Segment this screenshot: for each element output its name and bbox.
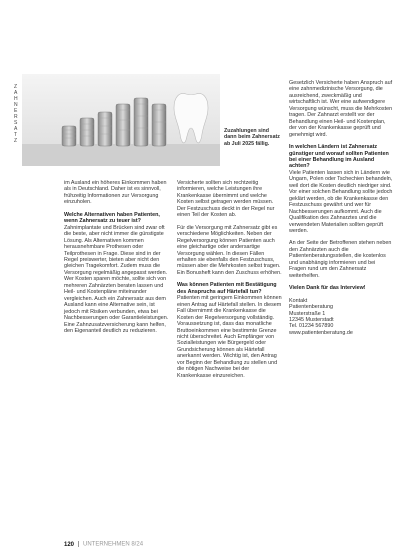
contact-line: Musterstraße 1 (289, 310, 326, 317)
question-heading: Welche Alternativen haben Patienten, wenn Zahnersatz zu teuer ist? (64, 211, 160, 225)
column-2 (177, 180, 283, 385)
column-3 (289, 80, 393, 336)
magazine-issue: UNTERNEHMEN 8/24 (83, 541, 144, 548)
paragraph: Patienten mit geringem Einkommen können einen Antrag auf Härtefall stellen. In diesem Fall übernimmt die Krankenkasse die Kosten der Regelversorgung vollständig. Voraussetzung ist, dass das monatliche Bruttoeinkommen eine bestimmte Grenze nicht überschreitet. Auch Empfänger von Sozialleistungen wie Bürgergeld oder Grundsicherung können als Härtefall anerkannt werden. Wichtig ist, den Antrag vor Beginn der Behandlung zu stellen und die nötigen Nachweise bei der Krankenkasse einzureichen. (177, 295, 282, 379)
paragraph: Zahnimplantate und Brücken sind zwar oft die beste, aber nicht immer die günstigste Lösung. Als Alternativen kommen herausnehmbare Prothesen oder Teilprothesen in Frage. Diese sind in der Regel preiswerter, bieten aber nicht den gleichen Tragekomfort. Zudem muss die Versorgung regelmäßig angepasst werden. Wer Kosten sparen möchte, sollte sich von mehreren Zahnärzten beraten lassen und Heil- und Kostenpläne miteinander vergleichen. Auch ein Zahnersatz aus dem Ausland kann eine Alternative sein, ist jedoch mit Risiken verbunden, etwa bei Nachbesserungen oder Garantieleistungen. Eine Zahnzusatzversicherung kann helfen, den Eigenanteil deutlich zu reduzieren. (64, 224, 169, 334)
closing-thanks: Vielen Dank für das Interview! (289, 285, 366, 292)
contact-line: Kontakt (289, 297, 308, 304)
question-heading: In welchen Ländern ist Zahnersatz günstiger und worauf sollten Patienten bei einer Behandlung im Ausland achten? (289, 144, 389, 170)
paragraph: Für die Versorgung mit Zahnersatz gibt es verschiedene Möglichkeiten. Neben der Regelversorgung können Patienten auch eine gleichartige oder andersartige Versorgung wählen. In diesen Fällen erhalten sie ebenfalls den Festzuschuss, müssen aber die Mehrkosten selbst tragen. Ein Bonusheft kann den Zuschuss erhöhen. (177, 224, 282, 276)
contact-block (289, 298, 393, 337)
paragraph: Gesetzlich Versicherte haben Anspruch auf eine zahnmedizinische Versorgung, die ausreichend, zweckmäßig und wirtschaftlich ist. Wer eine aufwendigere Versorgung wünscht, muss die Mehrkosten tragen. Der Zahnarzt erstellt vor der Behandlung einen Heil- und Kostenplan, der von der Krankenkasse geprüft und genehmigt wird. (289, 80, 393, 138)
contact-line: 12345 Musterstadt (289, 316, 334, 323)
contact-line: Tel. 01234 567890 (289, 323, 334, 330)
footer-divider (78, 541, 79, 547)
contact-link[interactable]: www.patientenberatung.de (289, 329, 353, 336)
coins-and-tooth-photo (22, 74, 220, 166)
paragraph: im Ausland ein höheres Einkommen haben als in Deutschland. Daher ist es sinnvoll, frühzeitig Informationen zur Versorgung einzuholen. (64, 180, 167, 206)
column-1 (64, 180, 170, 340)
paragraph: Viele Patienten lassen sich in Ländern wie Ungarn, Polen oder Tschechien behandeln, weil dort die Kosten deutlich niedriger sind. Vor einer solchen Behandlung sollte jedoch geklärt werden, ob die Krankenkasse den Festzuschuss gewährt und wer für Nachbesserungen aufkommt. Auch die Qualifikation des Zahnarztes und die verwendeten Materialien sollten geprüft werden. (289, 169, 393, 234)
paragraph: An der Seite der Betroffenen stehen neben den Zahnärzten auch die Patientenberatungsstellen, die kostenlos und unabhängig informieren und bei Fragen rund um den Zahnersatz weiterhelfen. (289, 240, 392, 279)
contact-line: Patientenberatung (289, 304, 334, 311)
page-number: 120 (64, 541, 75, 548)
section-label: ZAHNERSATZ (14, 84, 18, 144)
paragraph: Versicherte sollten sich rechtzeitig informieren, welche Leistungen ihre Krankenkasse übernimmt und welche Kosten selbst getragen werden müssen. Der Festzuschuss deckt in der Regel nur einen Teil der Kosten ab. (177, 180, 275, 219)
question-heading: Was können Patienten mit Bestätigung des Anspruchs auf Härtefall tun? (177, 282, 277, 295)
page-footer (64, 541, 143, 548)
photo-caption: Zuzahlungen sind dann beim Zahnersatz ab Juli 2025 fällig. (224, 128, 280, 147)
